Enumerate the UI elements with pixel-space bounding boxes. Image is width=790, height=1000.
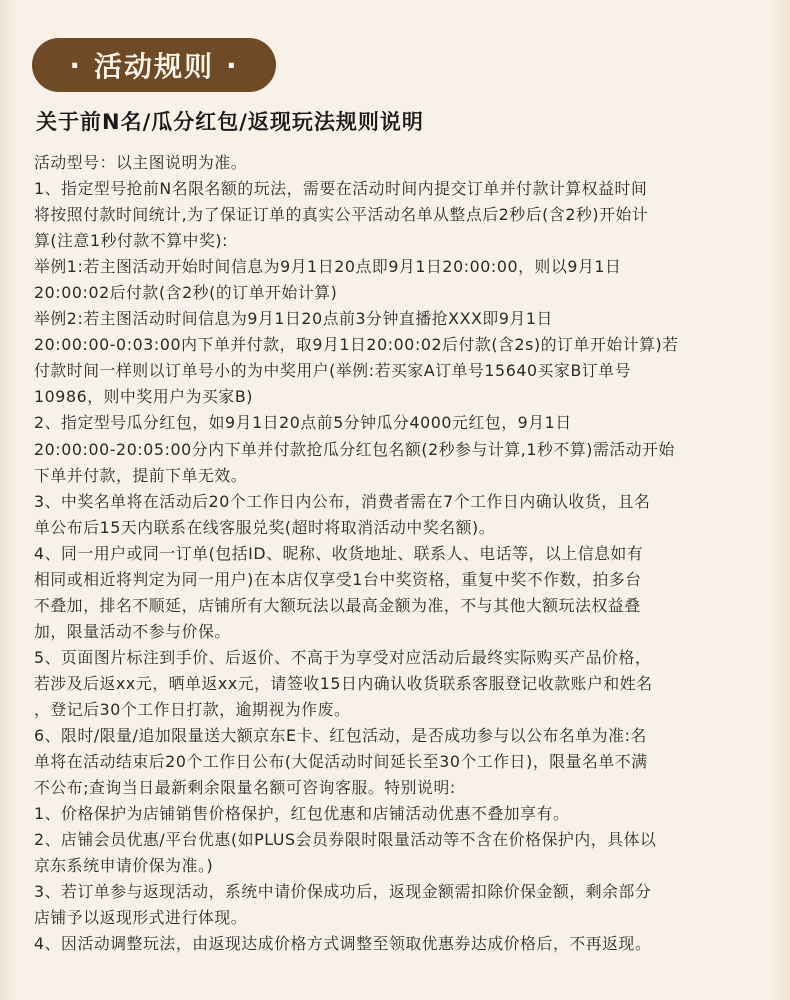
rule-line: 付款时间一样则以订单号小的为中奖用户(举例:若买家A订单号15640买家B订单号 bbox=[34, 361, 632, 381]
rule-line: 不叠加，排名不顺延，店铺所有大额玩法以最高金额为准，不与其他大额玩法权益叠 bbox=[34, 595, 641, 615]
rules-heading: 关于前N名/瓜分红包/返现玩法规则说明 bbox=[36, 110, 424, 134]
rule-line: 不公布;查询当日最新剩余限量名额可咨询客服。特别说明: bbox=[34, 778, 456, 798]
rule-line: 20:00:02后付款(含2秒(的订单开始计算) bbox=[34, 283, 338, 303]
rule-line: 10986，则中奖用户为买家B) bbox=[34, 387, 254, 407]
rule-line: 6、限时/限量/追加限量送大额京东E卡、红包活动，是否成功参与以公布名单为准:名 bbox=[34, 726, 647, 746]
section-title-badge bbox=[32, 38, 276, 92]
rule-line: 举例2:若主图活动时间信息为9月1日20点前3分钟直播抢XXX即9月1日 bbox=[34, 309, 553, 329]
rule-line: 3、中奖名单将在活动后20个工作日内公布，消费者需在7个工作日内确认收货，且名 bbox=[34, 491, 651, 511]
rule-line: 1、价格保护为店铺销售价格保护，红包优惠和店铺活动优惠不叠加享有。 bbox=[34, 804, 570, 824]
rule-line: 下单并付款，提前下单无效。 bbox=[34, 465, 248, 485]
rule-line: 2、店铺会员优惠/平台优惠(如PLUS会员券限时限量活动等不含在价格保护内，具体以 bbox=[34, 830, 657, 850]
rule-line: 活动型号：以主图说明为准。 bbox=[34, 153, 248, 172]
rule-line: 20:00:00-0:03:00内下单并付款，取9月1日20:00:02后付款(含2s)的订单开始计算)若 bbox=[34, 335, 679, 355]
rule-line: 2、指定型号瓜分红包，如9月1日20点前5分钟瓜分4000元红包，9月1日 bbox=[34, 413, 572, 433]
badge-dot-right: · bbox=[226, 48, 239, 82]
rule-line: 20:00:00-20:05:00分内下单并付款抢瓜分红包名额(2秒参与计算,1秒不算)需活动开始 bbox=[34, 439, 675, 459]
rule-line: 4、因活动调整玩法，由返现达成价格方式调整至领取优惠券达成价格后，不再返现。 bbox=[34, 934, 652, 954]
rules-body bbox=[34, 150, 760, 957]
rule-line: 4、同一用户或同一订单(包括ID、昵称、收货地址、联系人、电话等，以上信息如有 bbox=[34, 543, 644, 563]
rule-line: 3、若订单参与返现活动，系统中请价保成功后，返现金额需扣除价保金额，剩余部分 bbox=[34, 882, 652, 902]
rule-line: 若涉及后返xx元，晒单返xx元，请签收15日内确认收货联系客服登记收款账户和姓名 bbox=[34, 673, 653, 693]
badge-title: 活动规则 bbox=[93, 50, 214, 83]
rule-line: 加，限量活动不参与价保。 bbox=[34, 621, 231, 641]
rule-line: 单将在活动结束后20个工作日公布(大促活动时间延长至30个工作日)，限量名单不满 bbox=[34, 752, 648, 772]
rule-line: 5、页面图片标注到手价、后返价、不高于为享受对应活动后最终实际购买产品价格， bbox=[34, 647, 652, 667]
rule-line: 将按照付款时间统计,为了保证订单的真实公平活动名单从整点后2秒后(含2秒)开始计 bbox=[34, 205, 649, 225]
rule-line: 相同或相近将判定为同一用户)在本店仅享受1台中奖资格，重复中奖不作数，拍多台 bbox=[34, 569, 642, 589]
rule-line: 1、指定型号抢前N名限名额的玩法，需要在活动时间内提交订单并付款计算权益时间 bbox=[34, 179, 648, 199]
rule-line: 京东系统申请价保为准。) bbox=[34, 856, 214, 876]
rule-line: ，登记后30个工作日打款，逾期视为作废。 bbox=[34, 699, 351, 719]
rule-line: 单公布后15天内联系在线客服兑奖(超时将取消活动中奖名额)。 bbox=[34, 517, 496, 537]
rule-line: 举例1:若主图活动开始时间信息为9月1日20点即9月1日20:00:00，则以9月1日 bbox=[34, 257, 622, 277]
rule-line: 算(注意1秒付款不算中奖): bbox=[34, 231, 229, 251]
badge-dot-left: · bbox=[69, 48, 82, 82]
rule-line: 店铺予以返现形式进行体现。 bbox=[34, 908, 248, 928]
